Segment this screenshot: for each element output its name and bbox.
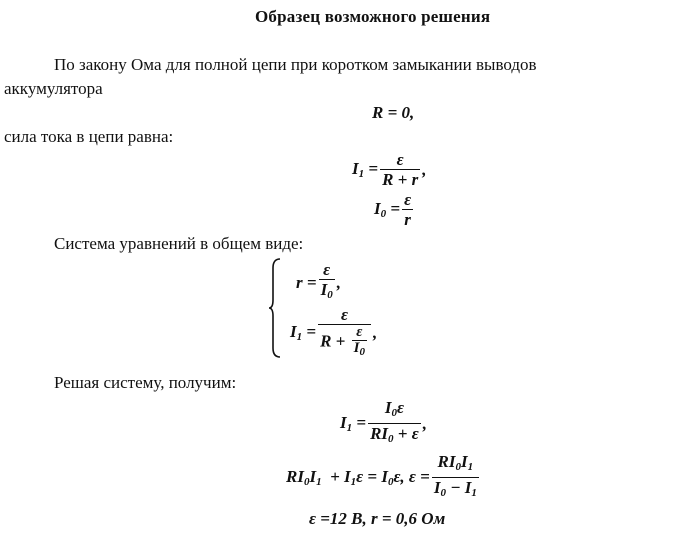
page-title: Образец возможного решения <box>255 7 491 26</box>
system-equation-2: $I_1$ = ε R + $\frac{\varepsilon}{I_0}$ , <box>290 305 378 358</box>
final-answer: ε =12 В, r = 0,6 Ом <box>309 509 446 528</box>
equation-current-i0: $I_0$ = $\frac{\varepsilon}{r}$ <box>374 190 412 229</box>
result-equation-2: $RI_0I_1 + I_1\varepsilon = I_0\varepsilon$, ε = $\frac{RI_0I_1}{I_0 - I_1}$ <box>286 452 477 499</box>
paragraph-3: Система уравнений в общем виде: <box>54 234 304 253</box>
equation-r-zero: R = 0, <box>372 103 415 122</box>
paragraph-4: Решая систему, получим: <box>54 373 237 392</box>
equation-current-i1: $I_1$ = $\frac{\varepsilon}{R + r}$ , <box>352 150 427 189</box>
paragraph-1-line-2: аккумулятора <box>4 79 103 98</box>
system-brace <box>268 258 282 358</box>
paragraph-1-line-1: По закону Ома для полной цепи при коротком замыкании выводов <box>54 55 537 74</box>
result-equation-1: $I_1$ = $\frac{I_0\varepsilon}{RI_0 + \varepsilon}$ , <box>340 398 427 445</box>
paragraph-2: сила тока в цепи равна: <box>4 127 174 146</box>
system-equation-1: r = $\frac{\varepsilon}{I_0}$ , <box>296 260 341 301</box>
fraction-denominator: R + r <box>382 170 419 189</box>
fraction-numerator: ε <box>380 150 420 170</box>
